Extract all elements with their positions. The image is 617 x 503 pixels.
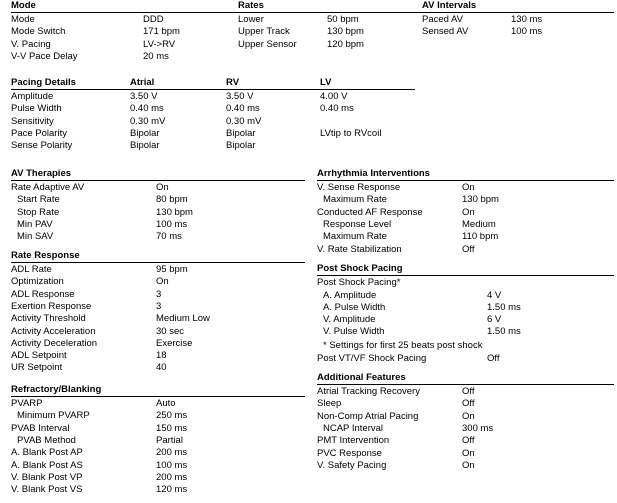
top-rule: [11, 12, 614, 13]
pacing-lv-value: 0.40 ms: [320, 103, 354, 115]
refractory-value: 250 ms: [156, 410, 188, 422]
refractory-label: Minimum PVARP: [17, 410, 90, 422]
av-therapies-label: Stop Rate: [17, 206, 60, 218]
arrhythmia-label: V. Sense Response: [317, 182, 401, 193]
arrhythmia-value: 130 bpm: [462, 194, 499, 206]
pacing-rv-value: 3.50 V: [226, 91, 254, 102]
arrhythmia-label: Conducted AF Response: [317, 206, 423, 218]
additional-label: NCAP Interval: [323, 422, 384, 434]
additional-value: On: [462, 447, 475, 459]
rates-label: Lower: [238, 14, 264, 25]
rate-response-value: On: [156, 276, 169, 288]
arrhythmia-rule: [317, 180, 614, 181]
refractory-value: 200 ms: [156, 471, 188, 483]
refractory-rule: [11, 396, 305, 397]
pacing-rv-value: 0.30 mV: [226, 115, 262, 127]
mode-label: Mode Switch: [11, 26, 66, 38]
refractory-value: 200 ms: [156, 447, 188, 459]
pacing-rv-value: Bipolar: [226, 127, 256, 139]
pacing-label: Pace Polarity: [11, 127, 67, 139]
mode-value: 20 ms: [143, 50, 169, 62]
additional-label: PMT Intervention: [317, 435, 390, 447]
post-shock-value: 4 V: [487, 289, 502, 301]
av-therapies-value: 100 ms: [156, 218, 188, 230]
mode-label: Mode: [11, 14, 35, 25]
pacing-rv-value: Bipolar: [226, 140, 256, 152]
av-therapies-value: On: [156, 182, 169, 193]
pacing-label: Sense Polarity: [11, 140, 73, 152]
av-therapies-label: Rate Adaptive AV: [11, 182, 85, 193]
refractory-title: Refractory/Blanking: [11, 384, 102, 395]
rate-response-value: Exercise: [156, 337, 193, 349]
post-shock-note: * Settings for first 25 beats post shock: [323, 340, 483, 351]
pacing-atrial-value: 3.50 V: [130, 91, 158, 102]
post-vtvf-value: Off: [487, 352, 500, 364]
rate-response-value: 30 sec: [156, 325, 184, 337]
rate-response-label: ADL Response: [11, 288, 75, 300]
rate-response-label: Activity Threshold: [11, 313, 86, 325]
post-shock-label: A. Pulse Width: [323, 301, 386, 313]
rate-response-label: ADL Setpoint: [11, 350, 67, 362]
rate-response-label: UR Setpoint: [11, 362, 63, 374]
av-therapies-value: 80 bpm: [156, 194, 188, 206]
additional-label: PVC Response: [317, 447, 382, 459]
post-shock-label: A. Amplitude: [323, 289, 377, 301]
rate-response-value: 40: [156, 362, 167, 374]
rate-response-label: Optimization: [11, 276, 64, 288]
arrhythmia-value: On: [462, 182, 475, 193]
rates-value: 130 bpm: [327, 26, 364, 38]
rate-response-value: 3: [156, 300, 162, 312]
arrhythmia-label: Maximum Rate: [323, 231, 387, 243]
refractory-label: PVARP: [11, 398, 43, 409]
pacing-label: Pulse Width: [11, 103, 62, 115]
av-therapies-value: 70 ms: [156, 231, 182, 243]
arrhythmia-value: 110 bpm: [462, 231, 499, 243]
additional-label: Non-Comp Atrial Pacing: [317, 410, 419, 422]
av-interval-label: Paced AV: [422, 14, 464, 25]
post-shock-label: V. Amplitude: [323, 314, 376, 326]
pacing-label: Sensitivity: [11, 115, 54, 127]
additional-value: Off: [462, 386, 475, 397]
pacing-details-title: Pacing Details: [11, 77, 76, 88]
rates-value: 50 bpm: [327, 14, 359, 25]
rate-response-label: Activity Deceleration: [11, 337, 98, 349]
pacing-rv-value: 0.40 ms: [226, 103, 260, 115]
post-shock-label: V. Pulse Width: [323, 326, 385, 338]
post-shock-value: 6 V: [487, 314, 502, 326]
refractory-value: 120 ms: [156, 484, 188, 496]
rate-response-value: 3: [156, 288, 162, 300]
additional-value: Off: [462, 398, 475, 410]
arrhythmia-value: Medium: [462, 218, 496, 230]
rate-response-label: ADL Rate: [11, 264, 52, 275]
refractory-value: 150 ms: [156, 422, 188, 434]
mode-value: 171 bpm: [143, 26, 180, 38]
pacing-atrial-value: 0.40 ms: [130, 103, 164, 115]
refractory-value: 100 ms: [156, 459, 188, 471]
additional-label: V. Safety Pacing: [317, 459, 387, 471]
av-therapies-value: 130 bpm: [156, 206, 193, 218]
mode-label: V. Pacing: [11, 38, 51, 50]
av-therapies-label: Start Rate: [17, 194, 60, 206]
av-interval-value: 130 ms: [511, 14, 543, 25]
arrhythmia-title: Arrhythmia Interventions: [317, 168, 430, 179]
rates-value: 120 bpm: [327, 38, 364, 50]
arrhythmia-value: Off: [462, 243, 475, 255]
rate-response-label: Activity Acceleration: [11, 325, 96, 337]
pacing-lv-value: LVtip to RVcoil: [320, 127, 382, 139]
rates-title: Rates: [238, 0, 264, 11]
arrhythmia-label: Response Level: [323, 218, 392, 230]
post-vtvf-label: Post VT/VF Shock Pacing: [317, 352, 427, 364]
rate-response-label: Exertion Response: [11, 300, 92, 312]
additional-label: Atrial Tracking Recovery: [317, 386, 420, 397]
additional-title: Additional Features: [317, 372, 406, 383]
post-shock-rule: [317, 275, 614, 276]
rates-label: Upper Sensor: [238, 38, 297, 50]
additional-value: Off: [462, 435, 475, 447]
additional-value: On: [462, 410, 475, 422]
additional-label: Sleep: [317, 398, 342, 410]
refractory-label: A. Blank Post AS: [11, 459, 83, 471]
post-shock-title: Post Shock Pacing: [317, 263, 403, 274]
pacing-atrial-value: 0.30 mV: [130, 115, 166, 127]
rate-response-value: Medium Low: [156, 313, 210, 325]
pacing-col-atrial: Atrial: [130, 77, 155, 88]
refractory-value: Auto: [156, 398, 176, 409]
rates-label: Upper Track: [238, 26, 290, 38]
refractory-label: PVAB Method: [17, 434, 76, 446]
rate-response-rule: [11, 262, 305, 263]
pacing-lv-value: 4.00 V: [320, 91, 348, 102]
refractory-label: PVAB Interval: [11, 422, 70, 434]
pacing-label: Amplitude: [11, 91, 54, 102]
mode-value: LV->RV: [143, 38, 176, 50]
rate-response-value: 18: [156, 350, 167, 362]
pacing-col-lv: LV: [320, 77, 332, 88]
av-intervals-title: AV Intervals: [422, 0, 477, 11]
arrhythmia-label: Maximum Rate: [323, 194, 387, 206]
av-interval-value: 100 ms: [511, 26, 543, 38]
rate-response-title: Rate Response: [11, 250, 80, 261]
refractory-label: V. Blank Post VP: [11, 471, 83, 483]
av-therapies-label: Min PAV: [17, 218, 53, 230]
arrhythmia-label: V. Rate Stabilization: [317, 243, 402, 255]
av-interval-label: Sensed AV: [422, 26, 469, 38]
refractory-label: V. Blank Post VS: [11, 484, 83, 496]
additional-value: On: [462, 459, 475, 471]
mode-value: DDD: [143, 14, 164, 25]
pacing-col-rv: RV: [226, 77, 240, 88]
post-shock-value: 1.50 ms: [487, 301, 521, 313]
arrhythmia-value: On: [462, 206, 475, 218]
pacing-atrial-value: Bipolar: [130, 127, 160, 139]
refractory-value: Partial: [156, 434, 183, 446]
pacing-atrial-value: Bipolar: [130, 140, 160, 152]
av-therapies-title: AV Therapies: [11, 168, 72, 179]
post-shock-subtitle: Post Shock Pacing*: [317, 277, 401, 288]
additional-value: 300 ms: [462, 422, 494, 434]
pacing-rule: [11, 89, 415, 90]
refractory-label: A. Blank Post AP: [11, 447, 83, 459]
post-shock-value: 1.50 ms: [487, 326, 521, 338]
mode-label: V-V Pace Delay: [11, 50, 78, 62]
rate-response-value: 95 bpm: [156, 264, 188, 275]
av-therapies-rule: [11, 180, 305, 181]
av-therapies-label: Min SAV: [17, 231, 54, 243]
mode-title: Mode: [11, 0, 36, 11]
additional-rule: [317, 384, 614, 385]
